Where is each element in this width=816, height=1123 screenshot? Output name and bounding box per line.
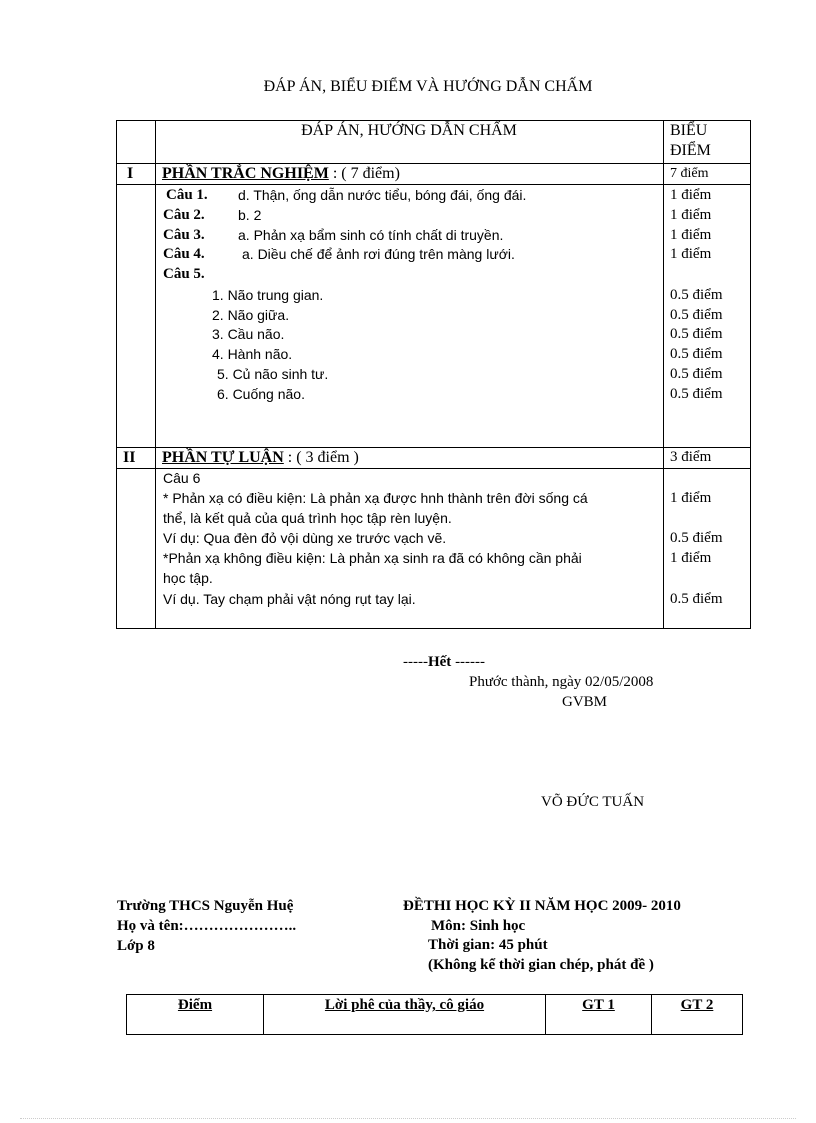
essay-score: 1 điểm [670, 490, 712, 506]
gt2-cell: GT 2 [652, 995, 743, 1035]
question-label: Câu 4. [163, 246, 205, 262]
sub-item: 3. Cầu não. [212, 326, 285, 342]
sub-item: 6. Cuống não. [217, 386, 305, 402]
section-1-number: I [127, 165, 134, 182]
section-2-title-main: PHẦN TỰ LUẬN [162, 449, 284, 466]
question-answer: a. Phản xạ bẩm sinh có tính chất di truyền. [238, 227, 504, 243]
question-score: 1 điểm [670, 227, 712, 243]
table-header-score-2: ĐIỂM [670, 142, 711, 159]
question-answer: a. Diều chế để ảnh rơi đúng trên màng lưới. [242, 246, 515, 262]
score-table [126, 994, 743, 1035]
exam-title: ĐỀTHI HỌC KỲ II NĂM HỌC 2009- 2010 [403, 898, 681, 914]
essay-line: thể, là kết quả của quá trình học tập rèn luyện. [163, 510, 452, 526]
table-header-answer: ĐÁP ÁN, HƯỚNG DẪN CHẤM [301, 122, 517, 139]
sub-item-score: 0.5 điểm [670, 287, 723, 303]
section-1-title-main: PHẦN TRẮC NGHIỆM [162, 165, 329, 182]
sub-item: 1. Não trung gian. [212, 287, 324, 303]
school-name: Trường THCS Nguyễn Huệ [117, 898, 294, 914]
essay-line: Ví dụ: Qua đèn đỏ vội dùng xe trước vạch vẽ. [163, 530, 447, 546]
essay-line: học tập. [163, 570, 213, 586]
section-2-score: 3 điểm [670, 449, 712, 465]
exam-note: (Không kể thời gian chép, phát đề ) [428, 957, 654, 973]
question-6-label: Câu 6 [163, 470, 201, 486]
sub-item: 2. Não giữa. [212, 307, 290, 323]
exam-time: Thời gian: 45 phút [428, 937, 548, 953]
section-2-title [162, 449, 359, 467]
question-answer: b. 2 [238, 207, 262, 223]
exam-subject: Môn: Sinh học [431, 918, 526, 934]
sub-item-score: 0.5 điểm [670, 307, 723, 323]
table-header-score-1: BIỂU [670, 122, 708, 139]
question-answer: d. Thận, ống dẫn nước tiểu, bóng đái, ống đái. [238, 187, 527, 203]
sub-item-score: 0.5 điểm [670, 366, 723, 382]
role: GVBM [562, 694, 608, 710]
essay-score: 0.5 điểm [670, 591, 723, 607]
comment-cell: Lời phê của thầy, cô giáo [264, 995, 546, 1035]
teacher-name: VÕ ĐỨC TUẤN [541, 794, 645, 810]
section-1-title [162, 165, 400, 183]
question-score: 1 điểm [670, 246, 712, 262]
essay-score: 0.5 điểm [670, 530, 723, 546]
question-label: Câu 2. [163, 207, 205, 223]
end-dashes-left: ----- [403, 654, 428, 670]
section-1-score: 7 điểm [670, 166, 709, 181]
section-2-title-suffix: : ( 3 điểm ) [283, 449, 359, 466]
end-dashes-right: ------ [451, 654, 486, 670]
essay-score: 1 điểm [670, 550, 712, 566]
essay-line: *Phản xạ không điều kiện: Là phản xạ sinh ra đã có không cần phải [163, 550, 582, 566]
page-title: ĐÁP ÁN, BIỂU ĐIỂM VÀ HƯỚNG DẪN CHẤM [263, 78, 593, 95]
place-date: Phước thành, ngày 02/05/2008 [469, 674, 654, 690]
class-label: Lớp 8 [117, 938, 155, 954]
question-label: Câu 1. [166, 187, 208, 203]
section-2-number: II [123, 449, 136, 466]
section-1-title-suffix: : ( 7 điểm) [328, 165, 400, 182]
question-score: 1 điểm [670, 207, 712, 223]
end-het: Hết [427, 654, 452, 670]
end-marker [403, 654, 485, 671]
sub-item-score: 0.5 điểm [670, 386, 723, 402]
score-cell: Điểm [127, 995, 264, 1035]
sub-item: 5. Củ não sinh tư. [217, 366, 329, 382]
question-label: Câu 3. [163, 227, 205, 243]
sub-item: 4. Hành não. [212, 346, 293, 362]
question-label: Câu 5. [163, 266, 205, 282]
essay-line: * Phản xạ có điều kiện: Là phản xạ được hnh thành trên đời sống cá [163, 490, 588, 506]
essay-line: Ví dụ. Tay chạm phải vật nóng rụt tay lại. [163, 591, 416, 607]
page-bottom-divider [20, 1118, 796, 1119]
sub-item-score: 0.5 điểm [670, 326, 723, 342]
sub-item-score: 0.5 điểm [670, 346, 723, 362]
question-score: 1 điểm [670, 187, 712, 203]
student-name-field: Họ và tên:………………….. [117, 918, 297, 934]
gt1-cell: GT 1 [546, 995, 652, 1035]
